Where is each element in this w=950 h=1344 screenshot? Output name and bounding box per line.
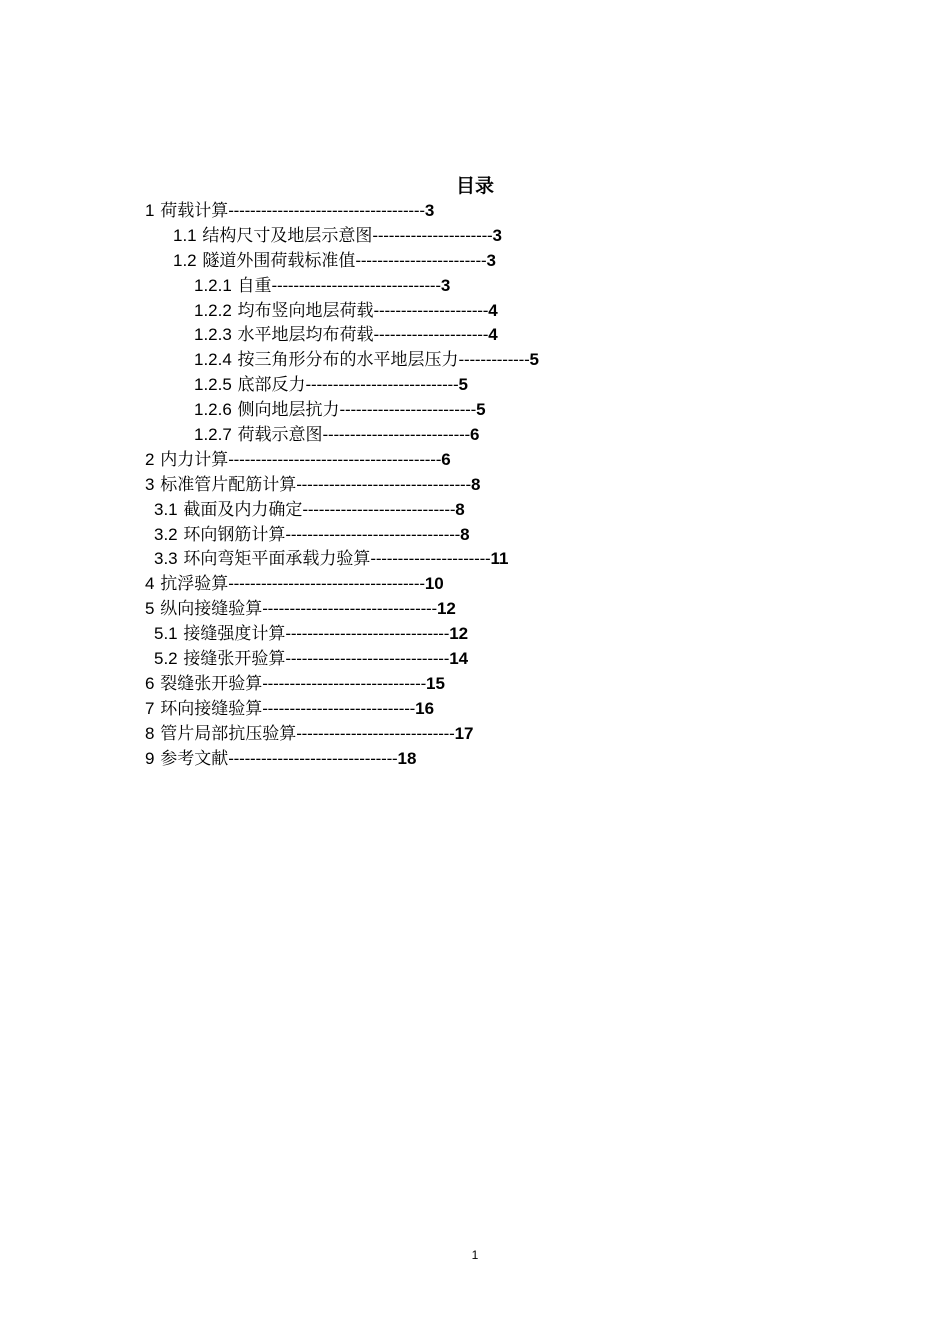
toc-entry-page: 14 (449, 649, 469, 669)
toc-entry-page: 6 (441, 449, 451, 469)
toc-entry-leader: --------------------------------------- (228, 449, 442, 469)
toc-entry-title: 荷载示意图 (237, 425, 323, 446)
toc-entry-leader: ------------------------ (355, 250, 487, 270)
toc-entry-title: 底部反力 (237, 375, 306, 396)
toc-entry[interactable] (145, 423, 845, 448)
toc-entry-page: 5 (458, 375, 468, 395)
toc-entry-number: 8 (145, 723, 155, 743)
toc-entry-page: 4 (488, 300, 498, 320)
toc-entry-title: 抗浮验算 (160, 574, 229, 595)
toc-entry-number: 5 (145, 599, 155, 619)
toc-entry-number: 1.2.5 (194, 375, 232, 395)
toc-entry[interactable] (145, 597, 845, 622)
toc-entry-leader: ---------------------- (372, 225, 493, 245)
toc-entry-page: 17 (454, 723, 474, 743)
toc-title: 目录 (455, 175, 494, 197)
toc-entry-number: 3.1 (154, 499, 178, 519)
toc-entry-leader: ------------------------------------ (228, 201, 425, 220)
toc-entry-page: 5 (476, 400, 486, 420)
toc-entry-leader: --------------------- (373, 300, 489, 320)
toc-entry[interactable] (145, 249, 845, 274)
toc-entry-page: 3 (424, 201, 435, 220)
toc-entry[interactable] (145, 572, 845, 597)
toc-entry-leader: ----------------------------- (296, 723, 455, 743)
toc-entry[interactable] (145, 647, 845, 672)
toc-entry-page: 5 (529, 350, 540, 370)
toc-entry-number: 6 (145, 673, 155, 693)
toc-entry[interactable] (145, 473, 845, 498)
toc-entry-number: 1.2.6 (194, 400, 232, 420)
toc-entry[interactable] (145, 547, 845, 572)
toc-entry-title: 荷载计算 (160, 201, 229, 221)
toc-entry-title: 内力计算 (160, 449, 229, 470)
toc-entry-title: 环向钢筋计算 (183, 524, 286, 545)
toc-entry[interactable] (145, 199, 845, 224)
toc-entry[interactable] (145, 373, 845, 398)
toc-entry-number: 3.3 (154, 549, 178, 569)
toc-entry-leader: ---------------------------- (262, 698, 416, 718)
toc-entry-number: 3 (145, 474, 155, 494)
toc-entry-number: 1.2.4 (194, 350, 232, 370)
toc-entry-page: 6 (470, 425, 480, 445)
toc-entry-number: 1.1 (173, 225, 197, 245)
toc-entry-number: 4 (145, 574, 155, 594)
toc-entry-leader: -------------------------------- (285, 524, 461, 544)
toc-entry-title: 标准管片配筋计算 (160, 474, 297, 495)
toc-entry-page: 8 (470, 474, 481, 494)
toc-entry[interactable] (145, 274, 845, 299)
toc-entry-leader: ------------------------------- (228, 748, 398, 768)
toc-entry-title: 管片局部抗压验算 (160, 723, 297, 744)
toc-entry-page: 8 (455, 499, 465, 519)
toc-entry-leader: ------------------------------------ (228, 574, 425, 594)
toc-entry-leader: --------------------------- (322, 425, 470, 445)
toc-entry-page: 12 (449, 624, 469, 644)
toc-entry-title: 隧道外围荷载标准值 (202, 250, 356, 271)
toc-entry-page: 8 (460, 524, 470, 544)
toc-entry-leader: ------------------------------- (271, 275, 441, 295)
toc-entry[interactable] (145, 697, 845, 722)
toc-entry-page: 16 (415, 698, 435, 718)
toc-entry[interactable] (145, 672, 845, 697)
toc-entry-number: 7 (145, 698, 155, 718)
toc-entry-title: 截面及内力确定 (183, 499, 303, 520)
toc-entry-number: 5.1 (154, 624, 178, 644)
toc-entry-title: 自重 (237, 275, 272, 296)
toc-entry-page: 3 (486, 250, 496, 270)
toc-entry[interactable] (145, 498, 845, 523)
toc-entry-title: 接缝强度计算 (183, 624, 286, 645)
toc-entry[interactable] (145, 224, 845, 249)
toc-entry-title: 接缝张开验算 (183, 649, 286, 670)
toc-entry[interactable] (145, 722, 845, 747)
toc-entry-title: 结构尺寸及地层示意图 (202, 225, 373, 246)
toc-entry-leader: ------------------------- (339, 400, 477, 420)
toc-entry-page: 3 (492, 225, 502, 245)
toc-entry-page: 15 (426, 673, 445, 693)
toc-entry-page: 10 (424, 574, 444, 594)
toc-entry-title: 水平地层均布荷载 (237, 325, 374, 346)
toc-entry-number: 1.2.1 (194, 275, 232, 295)
toc-entry[interactable] (145, 448, 845, 473)
toc-entry-page: 4 (488, 325, 498, 345)
toc-entry[interactable] (145, 323, 845, 348)
toc-entry-number: 1.2.2 (194, 300, 232, 320)
toc-entry-number: 5.2 (154, 649, 178, 669)
toc-entry[interactable] (145, 523, 845, 548)
toc-entry-title: 裂缝张开验算 (160, 673, 263, 694)
toc-entry-number: 9 (145, 748, 155, 768)
toc-entry-number: 1.2.7 (194, 425, 232, 445)
toc-entry[interactable] (145, 348, 845, 373)
toc-entry-title: 侧向地层抗力 (237, 400, 340, 421)
page-number: 1 (471, 1248, 479, 1262)
toc-entry[interactable] (145, 299, 845, 324)
toc-entry-number: 1 (145, 201, 155, 220)
toc-entry[interactable] (145, 398, 845, 423)
toc-entry[interactable] (145, 747, 845, 772)
toc-entry-title: 环向弯矩平面承载力验算 (183, 549, 371, 570)
toc-entry-leader: ------------------------------ (285, 624, 450, 644)
toc-entry-page: 11 (490, 549, 509, 569)
toc-entry-title: 按三角形分布的水平地层压力 (237, 350, 459, 371)
toc-entry-number: 2 (145, 449, 155, 469)
toc-entry-leader: ------------- (458, 350, 530, 370)
toc-entry-page: 3 (440, 275, 451, 295)
toc-entry-leader: -------------------------------- (296, 474, 471, 494)
toc-entry-title: 环向接缝验算 (160, 698, 263, 719)
toc-entry-leader: --------------------- (373, 325, 489, 345)
toc-entry-leader: ---------------------- (370, 549, 491, 569)
toc-entry-leader: -------------------------------- (262, 599, 437, 619)
toc-list (145, 199, 845, 771)
toc-entry-number: 1.2 (173, 250, 197, 270)
toc-entry-leader: ---------------------------- (302, 499, 456, 519)
toc-entry-title: 纵向接缝验算 (160, 599, 263, 620)
toc-entry-leader: ------------------------------ (262, 673, 427, 693)
toc-entry-title: 均布竖向地层荷载 (237, 300, 374, 321)
toc-entry-number: 1.2.3 (194, 325, 232, 345)
toc-entry-leader: ---------------------------- (305, 375, 459, 395)
toc-entry-leader: ------------------------------ (285, 649, 450, 669)
toc-entry-title: 参考文献 (160, 748, 229, 769)
toc-entry[interactable] (145, 622, 845, 647)
toc-entry-page: 12 (436, 599, 456, 619)
toc-entry-page: 18 (397, 748, 417, 768)
toc-entry-number: 3.2 (154, 524, 178, 544)
